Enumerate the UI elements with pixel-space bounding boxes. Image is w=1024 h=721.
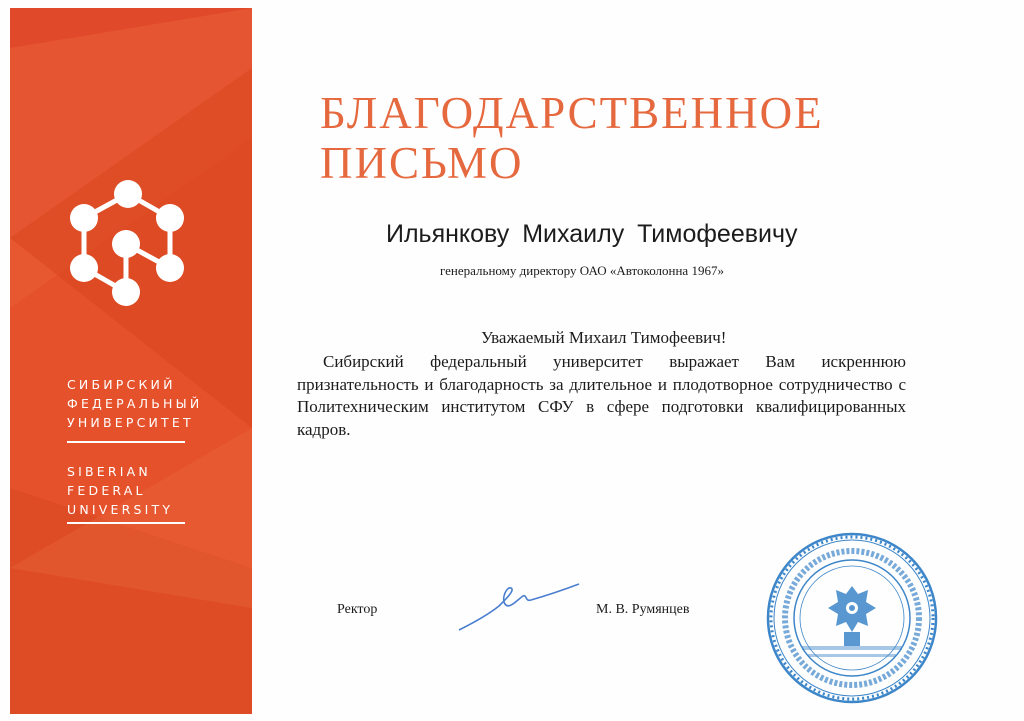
signer-role: Ректор bbox=[337, 602, 378, 617]
sidebar-background-pattern bbox=[10, 8, 252, 714]
letter-title bbox=[320, 88, 824, 188]
university-name-ru bbox=[67, 375, 247, 432]
signature-icon bbox=[455, 578, 585, 638]
university-name-en-line: UNIVERSITY bbox=[67, 502, 174, 517]
signer-name: М. В. Румянцев bbox=[596, 602, 690, 617]
university-logo-icon bbox=[68, 176, 198, 316]
letter-body: Сибирский федеральный университет выражает Вам искреннюю признательность и благодарность за длительное и плодотворное сотрудничество с Политехническим институтом СФУ в сфере подготовки квалифицированных кадров. bbox=[297, 352, 906, 439]
university-name-ru-line: СИБИРСКИЙ bbox=[67, 377, 176, 392]
university-name-en-line: FEDERAL bbox=[67, 483, 146, 498]
divider bbox=[67, 522, 185, 524]
university-name-en bbox=[67, 462, 247, 519]
recipient-name: Ильянкову Михаилу Тимофеевичу bbox=[386, 220, 798, 248]
official-seal-icon bbox=[762, 528, 942, 708]
university-name-ru-line: УНИВЕРСИТЕТ bbox=[67, 415, 194, 430]
university-name-en-line: SIBERIAN bbox=[67, 464, 151, 479]
greeting: Уважаемый Михаил Тимофеевич! bbox=[481, 328, 727, 347]
letter-title-line: ПИСЬМО bbox=[320, 138, 524, 188]
university-name-ru-line: ФЕДЕРАЛЬНЫЙ bbox=[67, 396, 203, 411]
divider bbox=[67, 441, 185, 443]
brand-sidebar bbox=[10, 8, 252, 714]
recipient-position: генеральному директору ОАО «Автоколонна 1967» bbox=[440, 263, 724, 278]
letter-title-line: БЛАГОДАРСТВЕННОЕ bbox=[320, 88, 824, 138]
